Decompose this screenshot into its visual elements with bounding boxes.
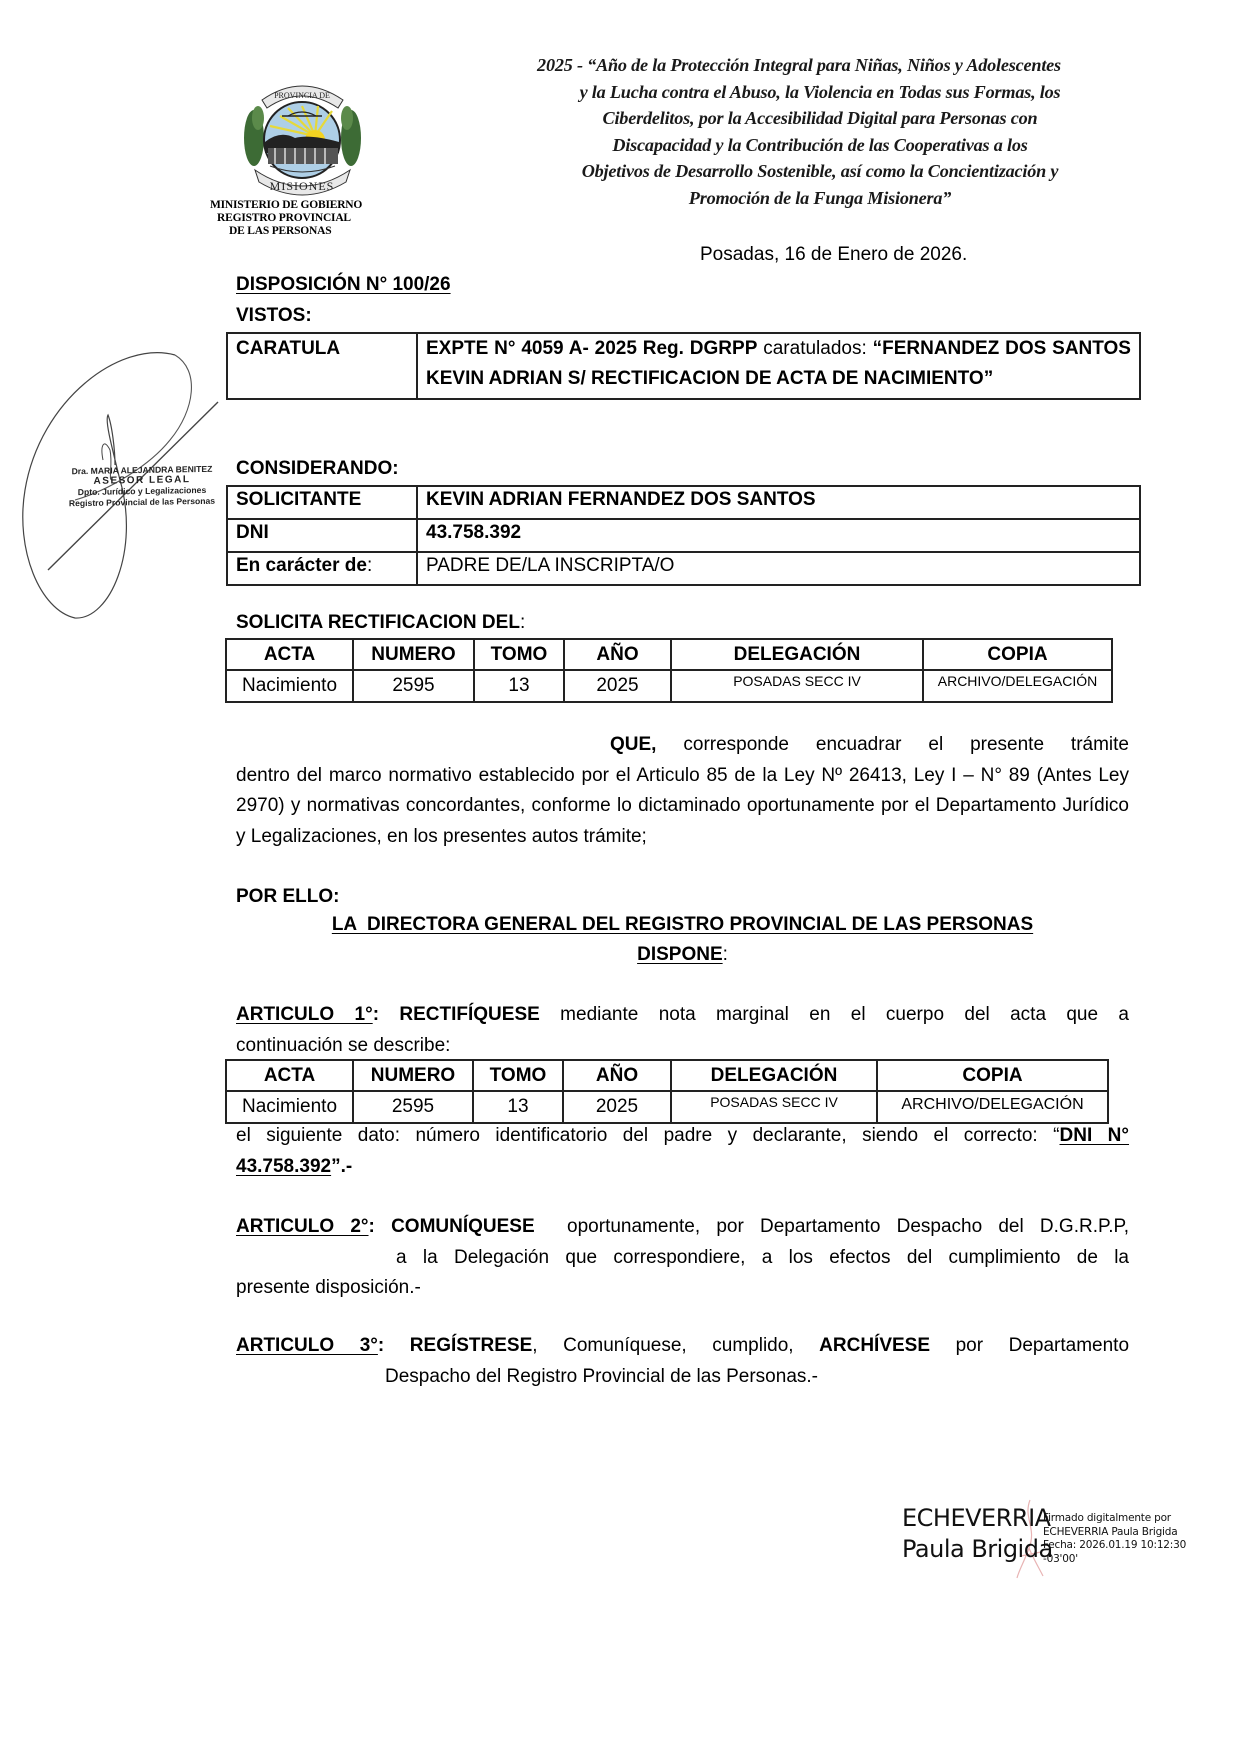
article-3 [236, 1331, 1129, 1392]
disposition-number: DISPOSICIÓN N° 100/26 [236, 274, 451, 295]
caracter-colon: : [366, 555, 373, 576]
signature-info-tz: -03'00' [1043, 1552, 1078, 1565]
table-header-row [226, 639, 1112, 670]
stamp-department: Dpto. Jurídico y Legalizaciones [77, 484, 207, 498]
signer-surname: ECHEVERRIA [902, 1504, 1051, 1532]
persons-line: DE LAS PERSONAS [229, 225, 332, 237]
article-3-label: ARTICULO 3° [236, 1335, 378, 1356]
dispone-line [236, 944, 1129, 966]
cell-copia: ARCHIVO/DELEGACIÓN [923, 670, 1112, 702]
cell-delegacion: POSADAS SECC IV [671, 670, 923, 702]
que-body: dentro del marco normativo establecido por el Articulo 85 de la Ley Nº 26413, Ley I – N° 89 (Antes Ley 2970) y normativas concordantes, conforme lo dictaminado oportunamente por el Departamento Jurídico y Legalizaciones, en los presentes autos trámite; [236, 764, 1129, 847]
article-1-text: mediante nota marginal en el cuerpo del acta que a [560, 1004, 1129, 1025]
que-lead: QUE, [610, 734, 657, 755]
col-copia: COPIA [877, 1060, 1108, 1091]
authority-line: LA DIRECTORA GENERAL DEL REGISTRO PROVINCIAL DE LAS PERSONAS [331, 914, 1034, 935]
signature-info-date: Fecha: 2026.01.19 10:12:30 [1043, 1539, 1187, 1551]
article-3-verb-archive: ARCHÍVESE [819, 1335, 931, 1356]
col-delegacion: DELEGACIÓN [671, 639, 923, 670]
article-1-detail [236, 1121, 1129, 1182]
vistos-heading: VISTOS: [236, 305, 312, 326]
solicitante-value: KEVIN ADRIAN FERNANDEZ DOS SANTOS [417, 486, 1140, 519]
cell-numero: 2595 [353, 1091, 473, 1123]
article-2-line-1 [236, 1212, 1129, 1243]
article-2-colon: : [368, 1216, 375, 1237]
article-1-dni-line [236, 1152, 1129, 1183]
article-1-text-continued: continuación se describe: [236, 1034, 451, 1056]
que-paragraph [236, 730, 1129, 852]
col-delegacion: DELEGACIÓN [671, 1060, 877, 1091]
solicitante-label: SOLICITANTE [227, 486, 417, 519]
col-tomo: TOMO [473, 1060, 563, 1091]
province-seal-logo [240, 78, 365, 198]
case-title: “FERNANDEZ DOS SANTOS KEVIN ADRIAN S/ RECTIFICACION DE ACTA DE NACIMIENTO” [426, 338, 1131, 389]
col-anio: AÑO [564, 639, 671, 670]
col-numero: NUMERO [353, 1060, 473, 1091]
dni-label: DNI N° [1059, 1125, 1130, 1146]
article-1-colon: : [372, 1004, 380, 1025]
article-2-verb: COMUNÍQUESE [391, 1216, 535, 1237]
expediente-number: EXPTE N° 4059 A- 2025 Reg. DGRPP [426, 338, 758, 359]
article-3-verb-register: REGÍSTRESE [409, 1335, 533, 1356]
acta-table-rectify [225, 1059, 1109, 1124]
article-2-text: oportunamente, por Departamento Despacho del D.G.R.P.P, [567, 1216, 1129, 1237]
caratula-connector: caratulados: [757, 338, 873, 359]
digital-signer-name [902, 1503, 1053, 1565]
article-3-text-continued: Despacho del Registro Provincial de las Personas.- [385, 1365, 818, 1387]
legal-advisor-stamp [62, 464, 222, 509]
signature-info-line: ECHEVERRIA Paula Brigida [1043, 1525, 1178, 1538]
acta-table-request [225, 638, 1113, 703]
table-row [226, 670, 1112, 702]
motto-line: y la Lucha contra el Abuso, la Violencia en Todas sus Formas, los [579, 81, 1061, 102]
dispone-colon: : [722, 944, 728, 965]
table-row [227, 519, 1140, 552]
que-first-line-text: corresponde encuadrar el presente trámite [683, 734, 1130, 755]
caratula-value [417, 333, 1140, 399]
caracter-value: PADRE DE/LA INSCRIPTA/O [417, 552, 1140, 585]
col-copia: COPIA [923, 639, 1112, 670]
col-acta: ACTA [226, 639, 353, 670]
caratula-table [226, 332, 1141, 400]
dispone-text: DISPONE [637, 944, 723, 965]
article-1-closing: ”.- [331, 1155, 353, 1177]
article-1-detail-text: el siguiente dato: número identificatorio del padre y declarante, siendo el correcto: “ [236, 1125, 1060, 1146]
cell-acta: Nacimiento [226, 670, 353, 702]
article-1-line-1 [236, 1000, 1129, 1031]
article-1-verb: RECTIFÍQUESE [399, 1004, 540, 1025]
col-acta: ACTA [226, 1060, 353, 1091]
cell-delegacion: POSADAS SECC IV [671, 1091, 877, 1123]
motto-line: Objetivos de Desarrollo Sostenible, así como la Concientización y [581, 161, 1059, 181]
motto-line: Ciberdelitos, por la Accesibilidad Digital para Personas con [602, 108, 1038, 128]
stamp-role: ASESOR LEGAL [93, 473, 191, 487]
cell-tomo: 13 [474, 670, 564, 702]
article-2-label: ARTICULO 2° [236, 1216, 369, 1237]
dni-label: DNI [227, 519, 417, 552]
article-3-line-1 [236, 1331, 1129, 1362]
solicita-heading [236, 612, 525, 634]
solicita-colon: : [519, 612, 526, 633]
col-tomo: TOMO [474, 639, 564, 670]
article-1-detail-line [236, 1121, 1129, 1152]
article-3-colon: : [377, 1335, 385, 1356]
cell-copia: ARCHIVO/DELEGACIÓN [877, 1091, 1108, 1123]
que-first-line [236, 730, 1129, 761]
dni-value: 43.758.392 [236, 1155, 332, 1177]
registry-line: REGISTRO PROVINCIAL [217, 212, 351, 224]
stamp-name: Dra. MARIA ALEJANDRA BENITEZ [71, 463, 213, 477]
cell-anio: 2025 [564, 670, 671, 702]
cell-acta: Nacimiento [226, 1091, 353, 1123]
cell-tomo: 13 [473, 1091, 563, 1123]
cell-numero: 2595 [353, 670, 474, 702]
caratula-label: CARATULA [227, 333, 417, 399]
svg-text:MISIONES: MISIONES [269, 179, 335, 193]
signature-info-line: Firmado digitalmente por [1043, 1512, 1171, 1524]
considerando-heading: CONSIDERANDO: [236, 458, 399, 479]
motto-line: Discapacidad y la Contribución de las Cooperativas a los [612, 134, 1028, 155]
col-anio: AÑO [563, 1060, 671, 1091]
col-numero: NUMERO [353, 639, 474, 670]
stamp-registry: Registro Provincial de las Personas [68, 495, 216, 508]
motto-line: 2025 - “Año de la Protección Integral para Niñas, Niños y Adolescentes [537, 55, 1061, 75]
article-1-label: ARTICULO 1° [236, 1004, 373, 1025]
signer-given-name: Paula Brigida [902, 1535, 1053, 1563]
ministry-line: MINISTERIO DE GOBIERNO [210, 199, 363, 211]
motto-line: Promoción de la Funga Misionera” [688, 187, 952, 208]
applicant-table [226, 485, 1141, 586]
date-line: Posadas, 16 de Enero de 2026. [700, 244, 968, 265]
table-row [227, 486, 1140, 519]
cell-anio: 2025 [563, 1091, 671, 1123]
table-row [227, 552, 1140, 585]
article-2-text-end: presente disposición.- [236, 1277, 421, 1298]
caracter-label [227, 552, 417, 585]
article-1 [236, 1000, 1129, 1061]
year-motto [505, 52, 1135, 211]
svg-text:PROVINCIA DE: PROVINCIA DE [274, 91, 330, 100]
por-ello-heading: POR ELLO: [236, 886, 340, 907]
ministry-header [210, 199, 362, 238]
dni-value: 43.758.392 [417, 519, 1140, 552]
table-header-row [226, 1060, 1108, 1091]
caracter-label-text: En carácter de [236, 555, 367, 576]
solicita-heading-text: SOLICITA RECTIFICACION DEL [236, 612, 520, 633]
article-2 [236, 1212, 1129, 1304]
article-3-text-end: por Departamento [930, 1335, 1130, 1356]
article-2-text-continued: a la Delegación que correspondiere, a los efectos del cumplimiento de la [396, 1246, 1129, 1268]
digital-signature-info [1043, 1512, 1186, 1566]
table-row [226, 1091, 1108, 1123]
article-3-text: , Comuníquese, cumplido, [532, 1335, 820, 1356]
